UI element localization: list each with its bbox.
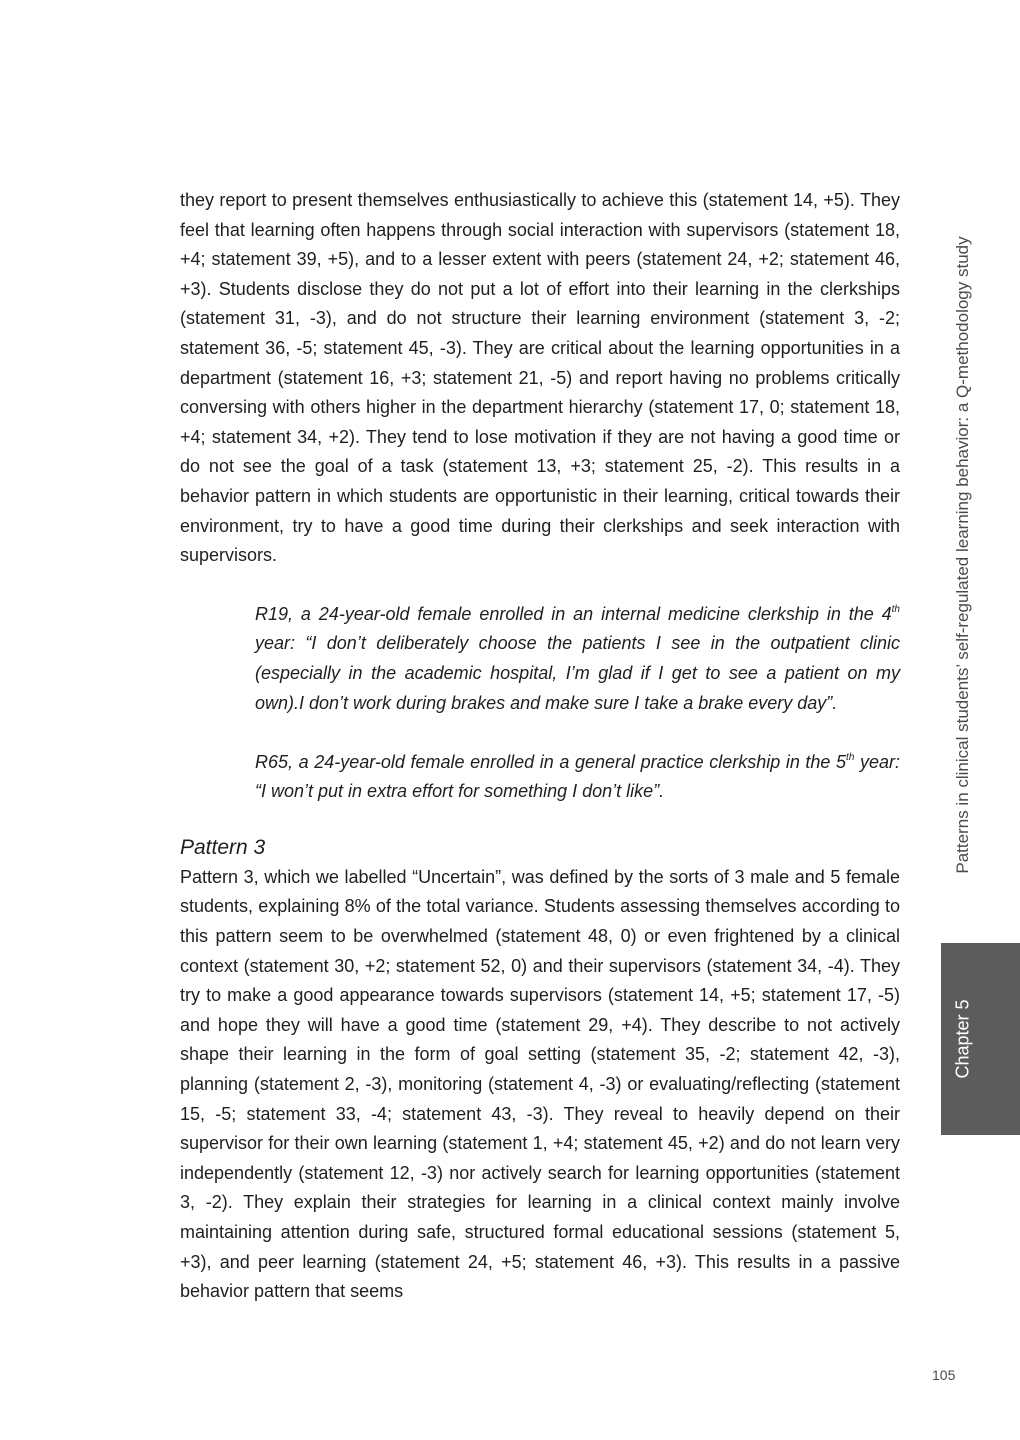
quote-r65-lead: R65, a 24-year-old female enrolled in a general practice clerkship in the 5: [255, 751, 847, 772]
chapter-tab-label: Chapter 5: [952, 999, 973, 1079]
page-number: 105: [932, 1367, 956, 1383]
quote-r65: [255, 748, 900, 807]
quote-block: [255, 600, 900, 807]
quote-r19-superscript: th: [891, 603, 900, 615]
running-title-text: Patterns in clinical students’ self-regulated learning behavior: a Q-methodology study: [953, 236, 972, 874]
quote-r19: [255, 600, 900, 718]
main-text-column: [180, 186, 900, 1307]
body-paragraph: they report to present themselves enthusiastically to achieve this (statement 14, +5). They feel that learning often happens through social interaction with supervisors (statement 18, +4; statement 39, +5), and to a lesser extent with peers (statement 24, +2; statement 46, +3). Students disclose they do not put a lot of effort into their learning in the clerkships (statement 31, -3), and do not structure their learning environment (statement 3, -2; statement 36, -5; statement 45, -3). They are critical about the learning opportunities in a department (statement 16, +3; statement 21, -5) and report having no problems critically conversing with others higher in the department hierarchy (statement 17, 0; statement 18, +4; statement 34, +2). They tend to lose motivation if they are not having a good time or do not see the goal of a task (statement 13, +3; statement 25, -2). This results in a behavior pattern in which students are opportunistic in their learning, critical towards their environment, try to have a good time during their clerkships and seek interaction with supervisors.: [180, 190, 900, 566]
quote-r19-lead: R19, a 24-year-old female enrolled in an internal medicine clerkship in the 4: [255, 603, 892, 624]
section-heading: Pattern 3: [180, 835, 266, 859]
quote-r65-text: year: “I won’t put in extra effort for something I don’t like”.: [255, 751, 900, 802]
quote-r65-superscript: th: [846, 751, 855, 763]
chapter-tab: [941, 943, 1020, 1135]
quote-r19-text: year: “I don’t deliberately choose the patients I see in the outpatient clinic (especially in the academic hospital, I’m glad if I get to see a patient on my own).I don’t work during brakes and make sure I take a brake every day”.: [255, 633, 900, 713]
body-paragraph-pattern-3: Pattern 3, which we labelled “Uncertain”, was defined by the sorts of 3 male and 5 female students, explaining 8% of the total variance. Students assessing themselves according to this pattern seem to be overwhelmed (statement 48, 0) or even frightened by a clinical context (statement 30, +2; statement 52, 0) and their supervisors (statement 34, -4). They try to make a good appearance towards supervisors (statement 14, +5; statement 17, -5) and hope they will have a good time (statement 29, +4). They describe to not actively shape their learning in the form of goal setting (statement 35, -2; statement 42, -3), planning (statement 2, -3), monitoring (statement 4, -3) or evaluating/reflecting (statement 15, -5; statement 33, -4; statement 43, -3). They reveal to heavily depend on their supervisor for their own learning (statement 1, +4; statement 45, +2) and do not learn very independently (statement 12, -3) nor actively search for learning opportunities (statement 3, -2). They explain their strategies for learning in a clinical context mainly involve maintaining attention during safe, structured formal educational sessions (statement 5, +3), and peer learning (statement 24, +5; statement 46, +3). This results in a passive behavior pattern that seems: [180, 866, 900, 1302]
